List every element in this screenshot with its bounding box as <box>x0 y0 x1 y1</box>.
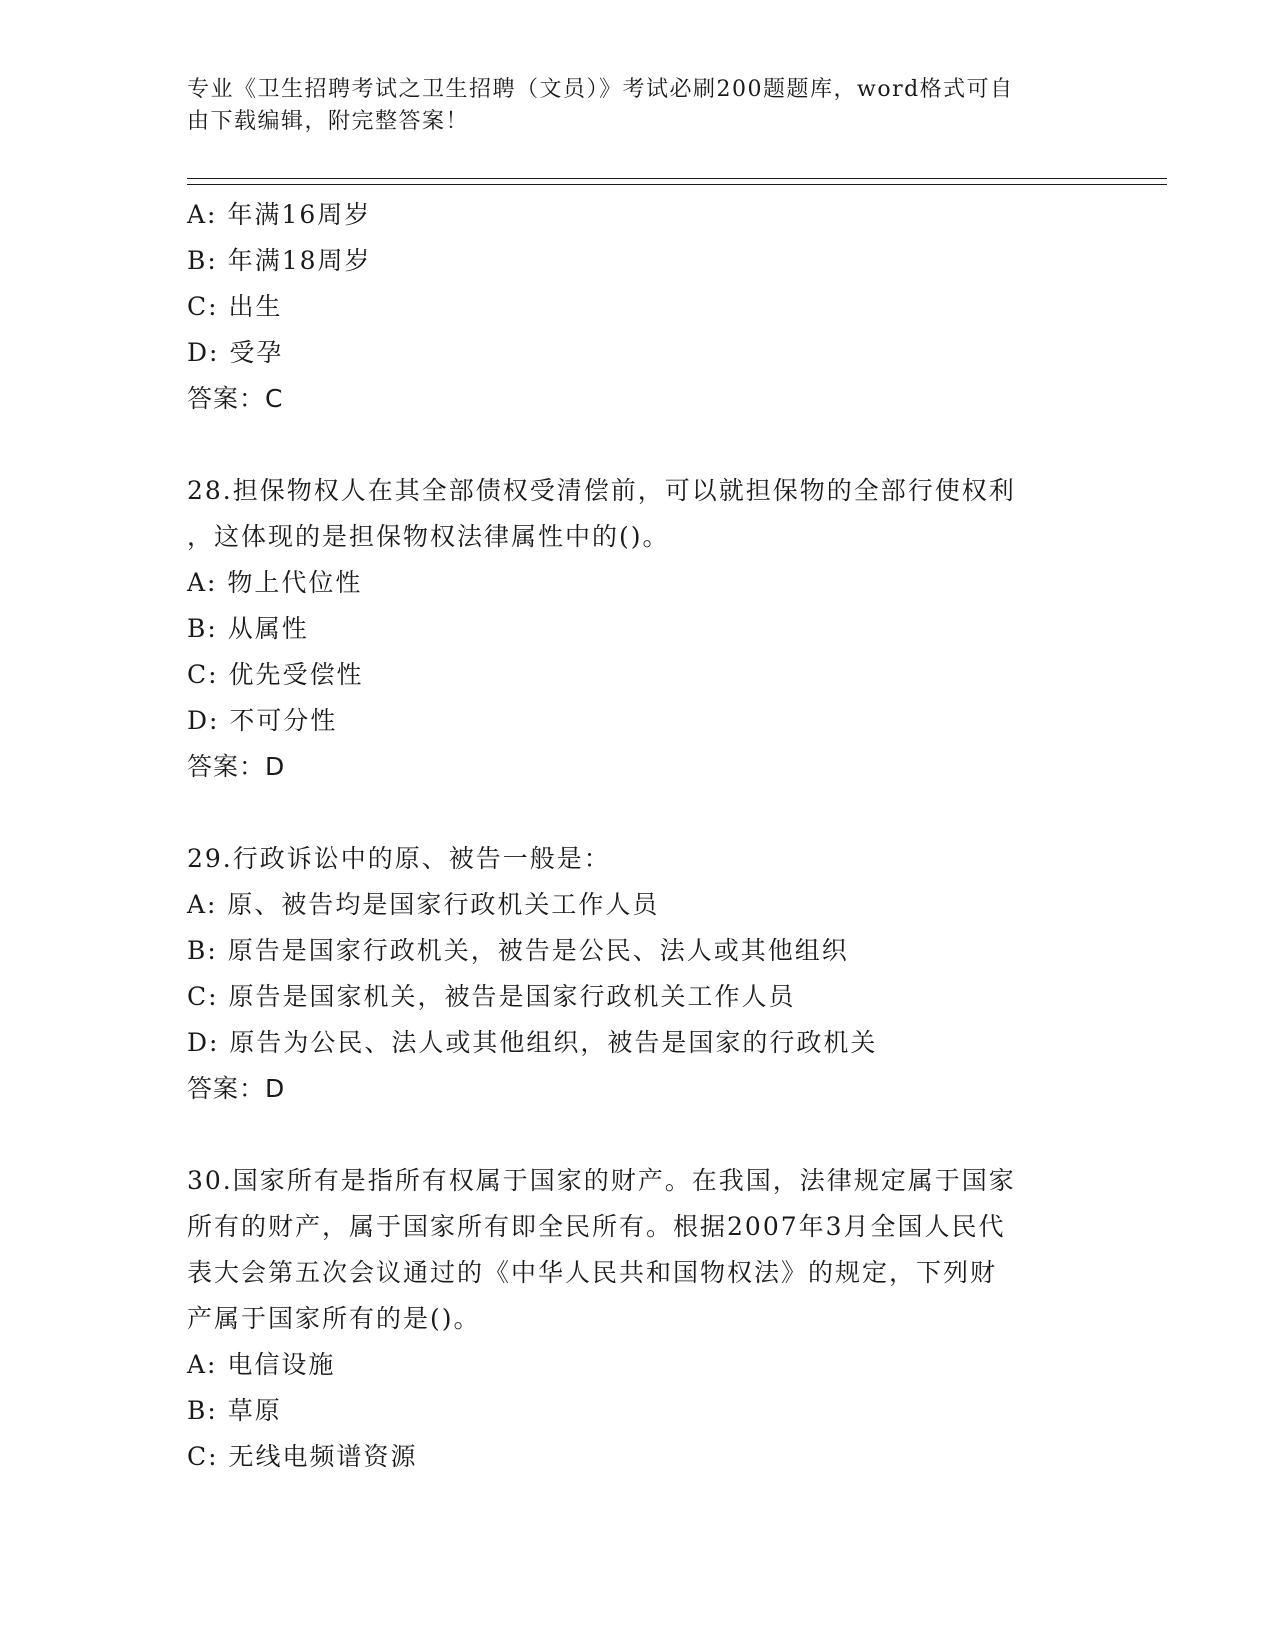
option-b: B: 从属性 <box>187 614 309 643</box>
option-a: A: 原、被告均是国家行政机关工作人员 <box>187 890 660 919</box>
header-line-2: 由下载编辑，附完整答案！ <box>187 109 470 134</box>
question-gap <box>187 1112 1087 1158</box>
option-a: A: 电信设施 <box>187 1350 336 1379</box>
question-gap <box>187 422 1087 468</box>
question-30 <box>187 1158 1087 1480</box>
question-29 <box>187 836 1087 1112</box>
question-stem-line: 29.行政诉讼中的原、被告一般是： <box>187 844 611 873</box>
option-b: B: 原告是国家行政机关，被告是公民、法人或其他组织 <box>187 936 849 965</box>
question-stem-line: 产属于国家所有的是()。 <box>187 1304 481 1333</box>
answer-line: 答案：D <box>187 1074 286 1103</box>
question-stem-line: ，这体现的是担保物权法律属性中的()。 <box>187 522 670 551</box>
header-divider <box>187 178 1167 185</box>
header-line-1: 专业《卫生招聘考试之卫生招聘（文员）》考试必刷200题题库，word格式可自 <box>187 77 1014 102</box>
option-d: D: 原告为公民、法人或其他组织，被告是国家的行政机关 <box>187 1028 878 1057</box>
answer-line: 答案：D <box>187 752 286 781</box>
option-b: B: 草原 <box>187 1396 282 1425</box>
option-c: C: 无线电频谱资源 <box>187 1442 418 1471</box>
question-stem-line: 表大会第五次会议通过的《中华人民共和国物权法》的规定，下列财 <box>187 1258 998 1287</box>
option-c: C: 出生 <box>187 292 283 321</box>
question-list <box>187 192 1087 1480</box>
option-a: A: 年满16周岁 <box>187 200 372 229</box>
document-header <box>187 74 1067 138</box>
option-d: D: 受孕 <box>187 338 284 367</box>
option-d: D: 不可分性 <box>187 706 338 735</box>
option-b: B: 年满18周岁 <box>187 246 372 275</box>
answer-line: 答案：C <box>187 384 284 413</box>
question-27-continued <box>187 192 1087 422</box>
question-gap <box>187 790 1087 836</box>
question-stem-line: 30.国家所有是指所有权属于国家的财产。在我国，法律规定属于国家 <box>187 1166 1016 1195</box>
option-c: C: 原告是国家机关，被告是国家行政机关工作人员 <box>187 982 796 1011</box>
option-a: A: 物上代位性 <box>187 568 363 597</box>
option-c: C: 优先受偿性 <box>187 660 364 689</box>
question-stem-line: 28.担保物权人在其全部债权受清偿前，可以就担保物的全部行使权利 <box>187 476 1016 505</box>
question-stem-line: 所有的财产，属于国家所有即全民所有。根据2007年3月全国人民代 <box>187 1212 1006 1241</box>
question-28 <box>187 468 1087 790</box>
